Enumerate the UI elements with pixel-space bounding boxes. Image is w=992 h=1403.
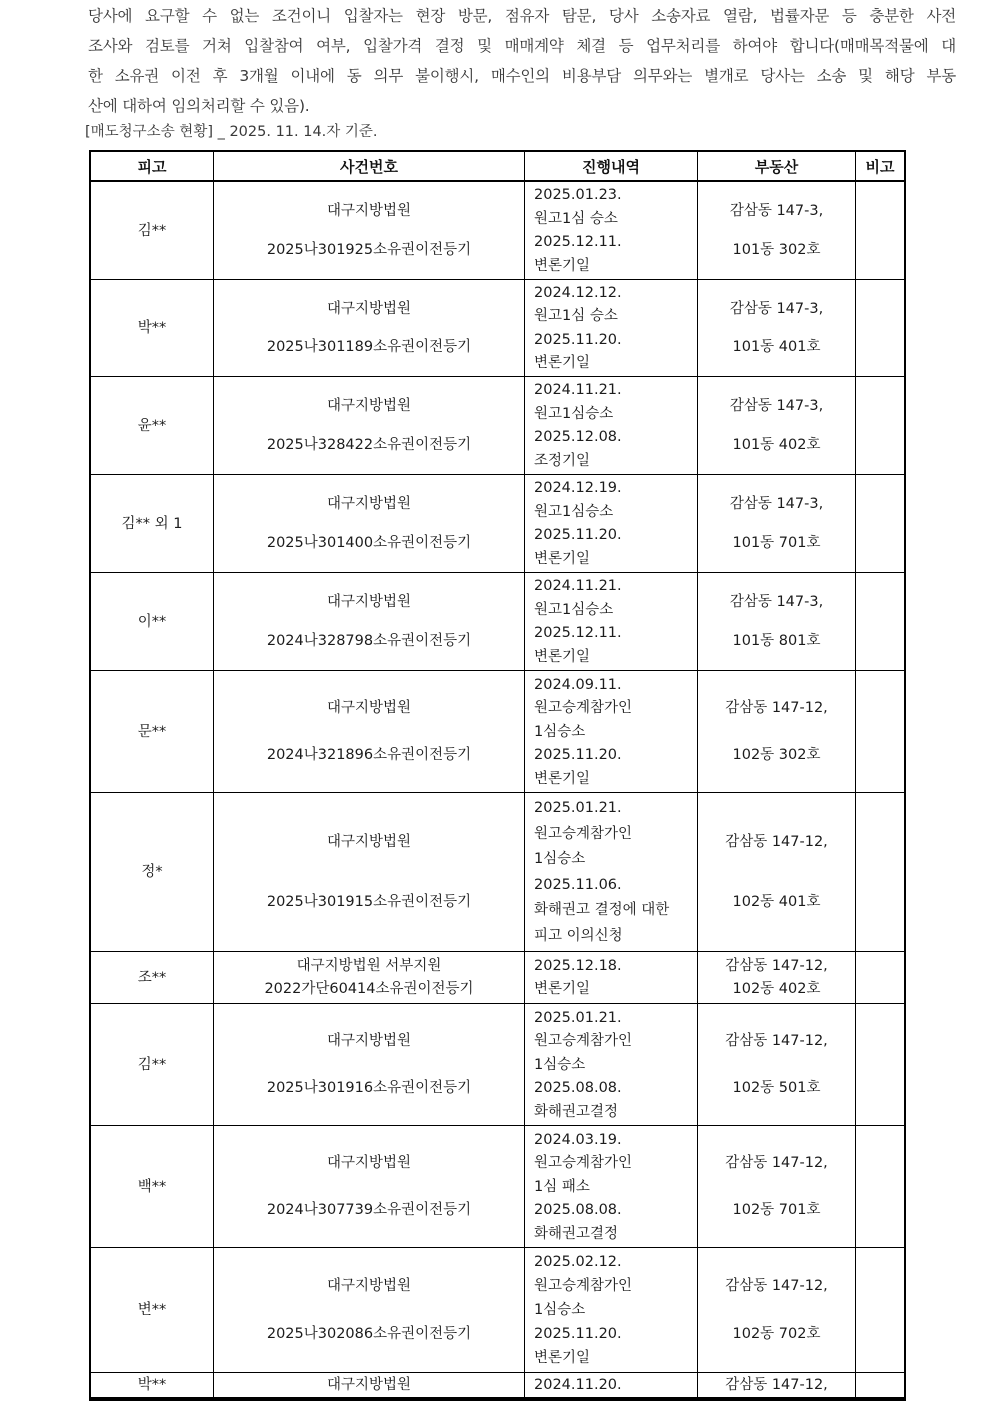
cell-defendant <box>91 952 214 1003</box>
cell-defendant-line: 조** <box>137 969 167 986</box>
cell-property <box>698 1126 856 1247</box>
cell-case-number-line: 대구지방법원 <box>326 594 412 610</box>
intro-line: 조사와 검토를 거쳐 입찰참여 여부, 입찰가격 결정 및 매매계약 체결 등 업무처리를 하여야 합니다(매매목적물에 대 <box>88 37 956 55</box>
cell-progress-line: 원고1심승소 <box>534 405 614 422</box>
cell-case-number-line: 2025나302086소유권이전등기 <box>266 1326 472 1342</box>
table-row <box>91 573 904 671</box>
cell-defendant <box>91 1004 214 1125</box>
cell-case-number <box>214 182 525 279</box>
cell-progress-line: 2025.12.11. <box>534 625 622 642</box>
cell-case-number-line: 2025나301916소유권이전등기 <box>266 1080 472 1096</box>
cell-property-line: 감삼동 147-3, <box>729 496 824 512</box>
cell-progress-line: 2025.11.20. <box>534 1326 622 1342</box>
cell-progress-line: 2024.09.11. <box>534 676 622 693</box>
cell-case-number-line: 대구지방법원 <box>326 496 412 512</box>
cell-case-number-line: 대구지방법원 <box>326 700 412 716</box>
table-row <box>91 952 904 1004</box>
header-case-number: 사건번호 <box>214 152 525 180</box>
table-row <box>91 280 904 377</box>
cell-progress-line: 원고1심 승소 <box>534 210 618 227</box>
intro-line: 산에 대하여 임의처리할 수 있음). <box>88 97 310 115</box>
cell-progress-line: 원고1심승소 <box>534 601 614 618</box>
cell-defendant-line: 정* <box>141 864 163 880</box>
cell-property <box>698 1248 856 1372</box>
cell-case-number <box>214 1373 525 1397</box>
cell-property-line: 101동 402호 <box>732 437 821 453</box>
cell-property <box>698 573 856 670</box>
cell-property-line: 102동 401호 <box>732 893 821 910</box>
cell-defendant <box>91 1373 214 1397</box>
cell-progress-line: 변론기일 <box>534 648 591 665</box>
cell-case-number-line: 대구지방법원 <box>326 398 412 414</box>
cell-case-number-line: 2022가단60414소유권이전등기 <box>264 981 474 998</box>
table-row <box>91 1248 904 1373</box>
cell-case-number-line: 대구지방법원 <box>326 300 412 317</box>
cell-progress-line: 화해권고결정 <box>534 1225 619 1242</box>
cell-case-number <box>214 573 525 670</box>
cell-progress-line: 2025.01.21. <box>534 1009 622 1026</box>
cell-progress-line: 변론기일 <box>534 1350 591 1366</box>
cell-defendant-line: 윤** <box>137 417 167 434</box>
cell-case-number-line: 2025나328422소유권이전등기 <box>266 437 472 453</box>
cell-property-line: 감삼동 147-12, <box>725 1033 828 1049</box>
cell-defendant <box>91 475 214 572</box>
cell-progress-line: 변론기일 <box>534 981 591 998</box>
cell-defendant <box>91 280 214 376</box>
cell-progress-line: 2024.11.21. <box>534 578 622 595</box>
cell-case-number-line: 2024나307739소유권이전등기 <box>266 1202 472 1218</box>
cell-progress-line: 조정기일 <box>534 452 591 469</box>
cell-property-line: 102동 701호 <box>732 1202 821 1218</box>
cell-note <box>856 1004 904 1125</box>
table-row <box>91 475 904 573</box>
cell-defendant <box>91 182 214 279</box>
cell-defendant <box>91 793 214 951</box>
cell-progress <box>525 671 698 792</box>
cell-progress-line: 변론기일 <box>534 354 591 371</box>
cell-case-number <box>214 1126 525 1247</box>
cell-progress <box>525 573 698 670</box>
cell-progress-line: 2025.11.20. <box>534 527 622 544</box>
cell-note <box>856 1373 904 1397</box>
cell-defendant-line: 김** 외 1 <box>121 515 183 532</box>
cell-defendant-line: 박** <box>137 320 167 336</box>
table-body <box>91 182 904 1399</box>
cell-progress-line: 원고승계참가인 <box>534 700 633 716</box>
cell-property-line: 감삼동 147-3, <box>729 594 824 610</box>
intro-paragraph <box>88 1 956 121</box>
cell-note <box>856 377 904 474</box>
cell-case-number-line: 2025나301925소유권이전등기 <box>266 242 472 258</box>
cell-note <box>856 671 904 792</box>
cell-note <box>856 182 904 279</box>
cell-defendant <box>91 377 214 474</box>
cell-case-number-line: 대구지방법원 <box>326 1377 412 1393</box>
cell-progress-line: 2025.11.20. <box>534 331 622 348</box>
cell-progress-line: 1심 패소 <box>534 1178 590 1195</box>
lawsuit-status-table <box>89 150 906 1401</box>
cell-note <box>856 573 904 670</box>
cell-defendant-line: 변** <box>137 1302 167 1318</box>
cell-case-number-line: 2024나321896소유권이전등기 <box>266 747 472 763</box>
cell-progress-line: 2025.11.06. <box>534 876 622 893</box>
table-header-row <box>91 152 904 182</box>
cell-case-number-line: 대구지방법원 <box>326 1278 412 1294</box>
cell-defendant-line: 백** <box>137 1178 167 1195</box>
cell-note <box>856 475 904 572</box>
cell-case-number-line: 2024나328798소유권이전등기 <box>266 633 472 649</box>
cell-progress-line: 2025.12.11. <box>534 234 622 251</box>
cell-property-line: 102동 702호 <box>732 1326 821 1342</box>
intro-line: 한 소유권 이전 후 3개월 이내에 동 의무 불이행시, 매수인의 비용부담 의무와는 별개로 당사는 소송 및 해당 부동 <box>88 67 956 85</box>
cell-progress-line: 피고 이의신청 <box>534 927 623 944</box>
cell-defendant <box>91 1126 214 1247</box>
cell-defendant <box>91 1248 214 1372</box>
cell-property <box>698 377 856 474</box>
cell-property <box>698 671 856 792</box>
cell-case-number <box>214 952 525 1003</box>
cell-progress <box>525 1373 698 1397</box>
cell-case-number-line: 2025나301915소유권이전등기 <box>266 893 472 910</box>
cell-property-line: 감삼동 147-3, <box>729 203 824 219</box>
cell-case-number-line: 2025나301189소유권이전등기 <box>266 339 472 356</box>
cell-progress-line: 2025.01.21. <box>534 800 622 817</box>
cell-progress-line: 1심승소 <box>534 1056 586 1073</box>
cell-case-number <box>214 793 525 951</box>
cell-case-number-line: 대구지방법원 <box>326 203 412 219</box>
cell-property <box>698 1373 856 1397</box>
header-property: 부동산 <box>698 152 856 180</box>
cell-progress-line: 2025.12.08. <box>534 429 622 446</box>
cell-case-number <box>214 671 525 792</box>
cell-progress-line: 변론기일 <box>534 550 591 567</box>
cell-case-number <box>214 377 525 474</box>
cell-progress-line: 2024.12.12. <box>534 285 622 302</box>
cell-progress-line: 1심승소 <box>534 723 586 740</box>
cell-progress-line: 2025.11.20. <box>534 747 622 763</box>
cell-progress <box>525 1004 698 1125</box>
cell-property-line: 감삼동 147-12, <box>725 957 828 974</box>
cell-property-line: 101동 401호 <box>732 339 821 356</box>
cell-progress <box>525 1248 698 1372</box>
cell-property-line: 감삼동 147-12, <box>725 1377 828 1393</box>
cell-progress <box>525 377 698 474</box>
cell-progress-line: 변론기일 <box>534 257 591 274</box>
cell-defendant <box>91 671 214 792</box>
cell-case-number-line: 2025나301400소유권이전등기 <box>266 535 472 551</box>
table-caption: [매도청구소송 현황] _ 2025. 11. 14.자 기준. <box>85 124 378 140</box>
cell-progress-line: 원고1심 승소 <box>534 308 618 325</box>
cell-case-number-line: 대구지방법원 <box>326 1033 412 1049</box>
cell-progress-line: 원고승계참가인 <box>534 825 633 842</box>
cell-progress-line: 원고1심승소 <box>534 503 614 520</box>
cell-progress-line: 2024.11.20. <box>534 1377 622 1393</box>
cell-progress-line: 2025.12.18. <box>534 957 622 974</box>
table-row <box>91 182 904 280</box>
cell-property <box>698 952 856 1003</box>
cell-property-line: 감삼동 147-3, <box>729 398 824 414</box>
cell-property-line: 감삼동 147-3, <box>729 300 824 317</box>
cell-property <box>698 280 856 376</box>
cell-property-line: 101동 302호 <box>732 242 821 258</box>
cell-progress-line: 1심승소 <box>534 1302 586 1318</box>
cell-case-number-line: 대구지방법원 <box>326 1155 412 1171</box>
cell-progress-line: 변론기일 <box>534 770 591 787</box>
cell-progress-line: 원고승계참가인 <box>534 1033 633 1049</box>
cell-defendant-line: 이** <box>137 613 167 630</box>
cell-defendant-line: 김** <box>137 222 167 239</box>
cell-progress-line: 화해권고 결정에 대한 <box>534 902 670 919</box>
cell-property-line: 감삼동 147-12, <box>725 1278 828 1294</box>
cell-property-line: 감삼동 147-12, <box>725 1155 828 1171</box>
table-row <box>91 671 904 793</box>
cell-progress <box>525 182 698 279</box>
cell-property <box>698 475 856 572</box>
cell-property-line: 감삼동 147-12, <box>725 700 828 716</box>
cell-case-number-line: 대구지방법원 서부지원 <box>296 957 442 974</box>
cell-progress-line: 2025.01.23. <box>534 187 622 204</box>
cell-progress-line: 2025.02.12. <box>534 1254 622 1270</box>
intro-line: 당사에 요구할 수 없는 조건이니 입찰자는 현장 방문, 점유자 탐문, 당사 소송자료 열람, 법률자문 등 충분한 사전 <box>88 7 956 25</box>
table-row <box>91 1004 904 1126</box>
cell-defendant <box>91 573 214 670</box>
cell-progress <box>525 793 698 951</box>
cell-property-line: 감삼동 147-12, <box>725 834 828 851</box>
cell-progress <box>525 280 698 376</box>
cell-property <box>698 1004 856 1125</box>
cell-defendant-line: 김** <box>137 1056 167 1073</box>
cell-progress <box>525 1126 698 1247</box>
cell-progress <box>525 475 698 572</box>
cell-defendant-line: 문** <box>137 723 167 740</box>
cell-note <box>856 793 904 951</box>
cell-progress-line: 2025.08.08. <box>534 1080 622 1096</box>
cell-property <box>698 793 856 951</box>
cell-case-number-line: 대구지방법원 <box>326 834 412 851</box>
cell-note <box>856 1248 904 1372</box>
cell-property-line: 102동 302호 <box>732 747 821 763</box>
header-note: 비고 <box>865 157 895 176</box>
cell-property <box>698 182 856 279</box>
cell-property-line: 102동 501호 <box>732 1080 821 1096</box>
cell-case-number <box>214 1004 525 1125</box>
cell-progress-line: 1심승소 <box>534 851 586 868</box>
header-defendant: 피고 <box>91 152 214 180</box>
cell-defendant-line: 박** <box>137 1377 167 1393</box>
cell-property-line: 102동 402호 <box>732 981 821 998</box>
cell-progress-line: 2024.03.19. <box>534 1131 622 1148</box>
cell-property-line: 101동 701호 <box>732 535 821 551</box>
cell-progress-line: 2025.08.08. <box>534 1202 622 1218</box>
cell-progress-line: 화해권고결정 <box>534 1103 619 1120</box>
header-progress: 진행내역 <box>525 152 698 180</box>
cell-note <box>856 1126 904 1247</box>
cell-progress <box>525 952 698 1003</box>
cell-progress-line: 2024.12.19. <box>534 480 622 497</box>
cell-case-number <box>214 475 525 572</box>
table-row <box>91 1373 904 1399</box>
cell-progress-line: 원고승계참가인 <box>534 1155 633 1171</box>
cell-case-number <box>214 1248 525 1372</box>
cell-note <box>856 280 904 376</box>
table-row <box>91 1126 904 1248</box>
cell-progress-line: 2024.11.21. <box>534 382 622 399</box>
table-row <box>91 793 904 952</box>
cell-note <box>856 952 904 1003</box>
table-row <box>91 377 904 475</box>
cell-property-line: 101동 801호 <box>732 633 821 649</box>
cell-case-number <box>214 280 525 376</box>
cell-progress-line: 원고승계참가인 <box>534 1278 633 1294</box>
